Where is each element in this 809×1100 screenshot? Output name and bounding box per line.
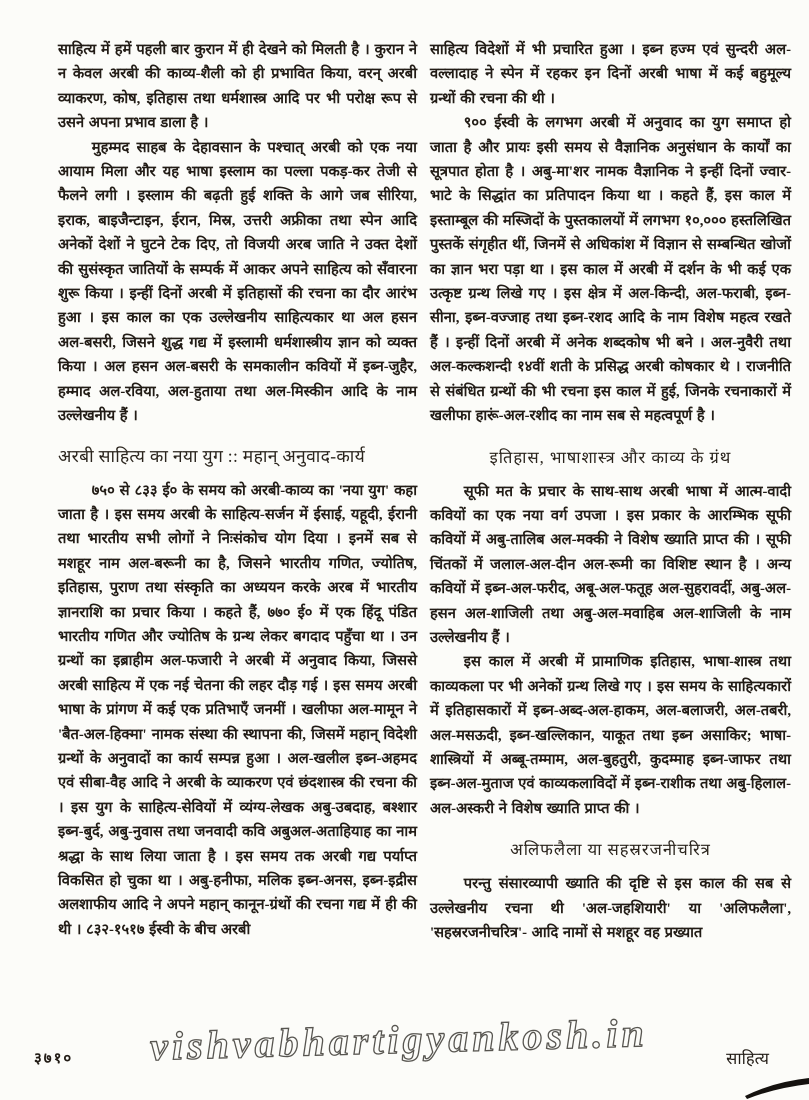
paragraph: इस काल में अरबी में प्रामाणिक इतिहास, भाषा-शास्त्र तथा काव्यकला पर भी अनेकों ग्रन्थ लिखे गए । इस समय के साहित्यकारों में इतिहासकारों में इब्न-अब्द-अल-हाकम, अल-बलाजरी, अल-तबरी, अल-मसऊदी, इब्न-खल्लिकान, याकूत तथा इब्न असाकिर; भाषा-शास्त्रियों में अब्बू-तम्माम, अल-बुहतुरी, कुदम्माह इब्न-जाफर तथा इब्न-अल-मुताज एवं काव्यकलाविदों में इब्न-राशीक तथा अबु-हिलाल-अल-अस्करी ने विशेष ख्याति प्राप्त की । [430, 654, 791, 817]
corner-stroke-mark [745, 1070, 809, 1100]
right-column [430, 38, 791, 945]
paragraph: सूफी मत के प्रचार के साथ-साथ अरबी भाषा में आत्म-वादी कवियों का एक नया वर्ग उपजा । इस प्रकार के आरम्भिक सूफी कवियों में अबु-तालिब अल-मक्की ने विशेष ख्याति प्राप्त की । सूफी चिंतकों में जलाल-अल-दीन अल-रूमी का विशिष्ट स्थान है । अन्य कवियों में इब्न-अल-फरीद, अबू-अल-फतूह अल-सुहरावर्दी, अबु-अल-हसन अल-शाजिली तथा अबु-अल-मवाहिब अल-शाजिली के नाम उल्लेखनीय हैं । [430, 483, 791, 646]
section-heading-alif-laila: अलिफलैला या सहस्ररजनीचरित्र [510, 840, 711, 860]
page-number: ३७१० [34, 1051, 74, 1067]
watermark: vishvabhartigyankosh.in [149, 1010, 649, 1069]
paragraph: परन्तु संसारव्यापी ख्याति की दृष्टि से इस काल की सब से उल्लेखनीय रचना थी 'अल-जहशियारी' या 'अलिफलैला', 'सहस्ररजनीचरित्र'- आदि नामों से मशहूर वह प्रख्यात [430, 876, 791, 941]
section-heading-history-linguistics: इतिहास, भाषाशास्त्र और काव्य के ग्रंथ [489, 447, 732, 467]
paragraph: मुहम्मद साहब के देहावसान के पश्चात् अरबी को एक नया आयाम मिला और यह भाषा इस्लाम का पल्ला पकड़-कर तेजी से फैलने लगी । इस्लाम की बढ़ती हुई शक्ति के आगे जब सीरिया, इराक, बाइजैन्टाइन, ईरान, मिस्र, उत्तरी अफ्रीका तथा स्पेन आदि अनेकों देशों ने घुटने टेक दिए, तो विजयी अरब जाति ने उक्त देशों की सुसंस्कृत जातियों के सम्पर्क में आकर अपने साहित्य को सँवारना शुरू किया । इन्हीं दिनों अरबी में इतिहासों की रचना का दौर आरंभ हुआ । इस काल का एक उल्लेखनीय साहित्यकार था अल हसन अल-बसरी, जिसने शुद्ध गद्य में इस्लामी धर्मशास्त्रीय ज्ञान को व्यक्त किया । अल हसन अल-बसरी के समकालीन कवियों में इब्न-जुहैर, हम्माद अल-रविया, अल-हुताया तथा अल-मिस्कीन आदि के नाम उल्लेखनीय हैं । [58, 139, 417, 425]
footer-section-title: साहित्य [726, 1049, 769, 1068]
paragraph: ७५० से ८३३ ई० के समय को अरबी-काव्य का 'नया युग' कहा जाता है । इस समय अरबी के साहित्य-सर्जन में ईसाई, यहूदी, ईरानी तथा भारतीय सभी लोगों ने निःसंकोच योग दिया । इनमें सब से मशहूर नाम अल-बरूनी का है, जिसने भारतीय गणित, ज्योतिष, इतिहास, पुराण तथा संस्कृति का अध्ययन करके अरब में भारतीय ज्ञानराशि का प्रचार किया । कहते हैं, ७७० ई० में एक हिंदू पंडित भारतीय गणित और ज्योतिष के ग्रन्थ लेकर बगदाद पहुँचा था । उन ग्रन्थों का इब्राहीम अल-फजारी ने अरबी में अनुवाद किया, जिससे अरबी साहित्य में एक नई चेतना की लहर दौड़ गई । इस समय अरबी भाषा के प्रांगण में कई एक प्रतिभाएँ जनमीं । खलीफा अल-मामून ने 'बैत-अल-हिक्मा' नामक संस्था की स्थापना की, जिसमें महान् विदेशी ग्रन्थों के अनुवादों का कार्य सम्पन्न हुआ । अल-खलील इब्न-अहमद एवं सीबा-वैह आदि ने अरबी के व्याकरण एवं छंदशास्त्र की रचना की । इस युग के साहित्य-सेवियों में व्यंग्य-लेखक अबु-उबदाह, बश्शार इब्न-बुर्द, अबु-नुवास तथा जनवादी कवि अबुअल-अताहियाह का नाम श्रद्धा के साथ लिया जाता है । इस समय तक अरबी गद्य पर्याप्त विकसित हो चुका था । अबु-हनीफा, मलिक इब्न-अनस, इब्न-इद्रीस अलशाफीय आदि ने अपने महान् कानून-ग्रंथों की रचना गद्य में ही की थी । ८३२-१५१७ ईस्वी के बीच अरबी [58, 482, 417, 938]
paragraph-continuation: साहित्य विदेशों में भी प्रचारित हुआ । इब्न हज्म एवं सुन्दरी अल-वल्लादाह ने स्पेन में रहकर इन दिनों अरबी भाषा में कई बहुमूल्य ग्रन्थों की रचना की थी । [430, 42, 791, 107]
paragraph-continuation: साहित्य में हमें पहली बार कुरान में ही देखने को मिलती है । कुरान ने न केवल अरबी की काव्य-शैली को ही प्रभावित किया, वरन् अरबी व्याकरण, कोष, इतिहास तथा धर्मशास्त्र आदि पर भी परोक्ष रूप से उसने अपना प्रभाव डाला है । [58, 42, 417, 132]
left-column [58, 38, 417, 945]
paragraph: ९०० ईस्वी के लगभग अरबी में अनुवाद का युग समाप्त हो जाता है और प्रायः इसी समय से वैज्ञानिक अनुसंधान के कार्यों का सूत्रपात होता है । अबु-मा'शर नामक वैज्ञानिक ने इन्हीं दिनों ज्वार-भाटे के सिद्धांत का प्रतिपादन किया था । कहते हैं, इस काल में इस्ताम्बूल की मस्जिदों के पुस्तकालयों में लगभग १०,००० हस्तलिखित पुस्तकें संगृहीत थीं, जिनमें से अधिकांश में विज्ञान से सम्बन्धित खोजों का ज्ञान भरा पड़ा था । इस काल में अरबी में दर्शन के भी कई एक उत्कृष्ट ग्रन्थ लिखे गए । इस क्षेत्र में अल-किन्दी, अल-फराबी, इब्न-सीना, इब्न-वज्जाह तथा इब्न-रशद आदि के नाम विशेष महत्व रखते हैं । इन्हीं दिनों अरबी में अनेक शब्दकोष भी बने । अल-नुवैरी तथा अल-कल्कशन्दी १४वीं शती के प्रसिद्ध अरबी कोषकार थे । राजनीति से संबंधित ग्रन्थों की भी रचना इस काल में हुई, जिनके रचनाकारों में खलीफा हारूं-अल-रशीद का नाम सब से महत्वपूर्ण है । [430, 115, 791, 425]
section-heading-new-era: अरबी साहित्य का नया युग :: महान् अनुवाद-कार्य [58, 445, 366, 466]
